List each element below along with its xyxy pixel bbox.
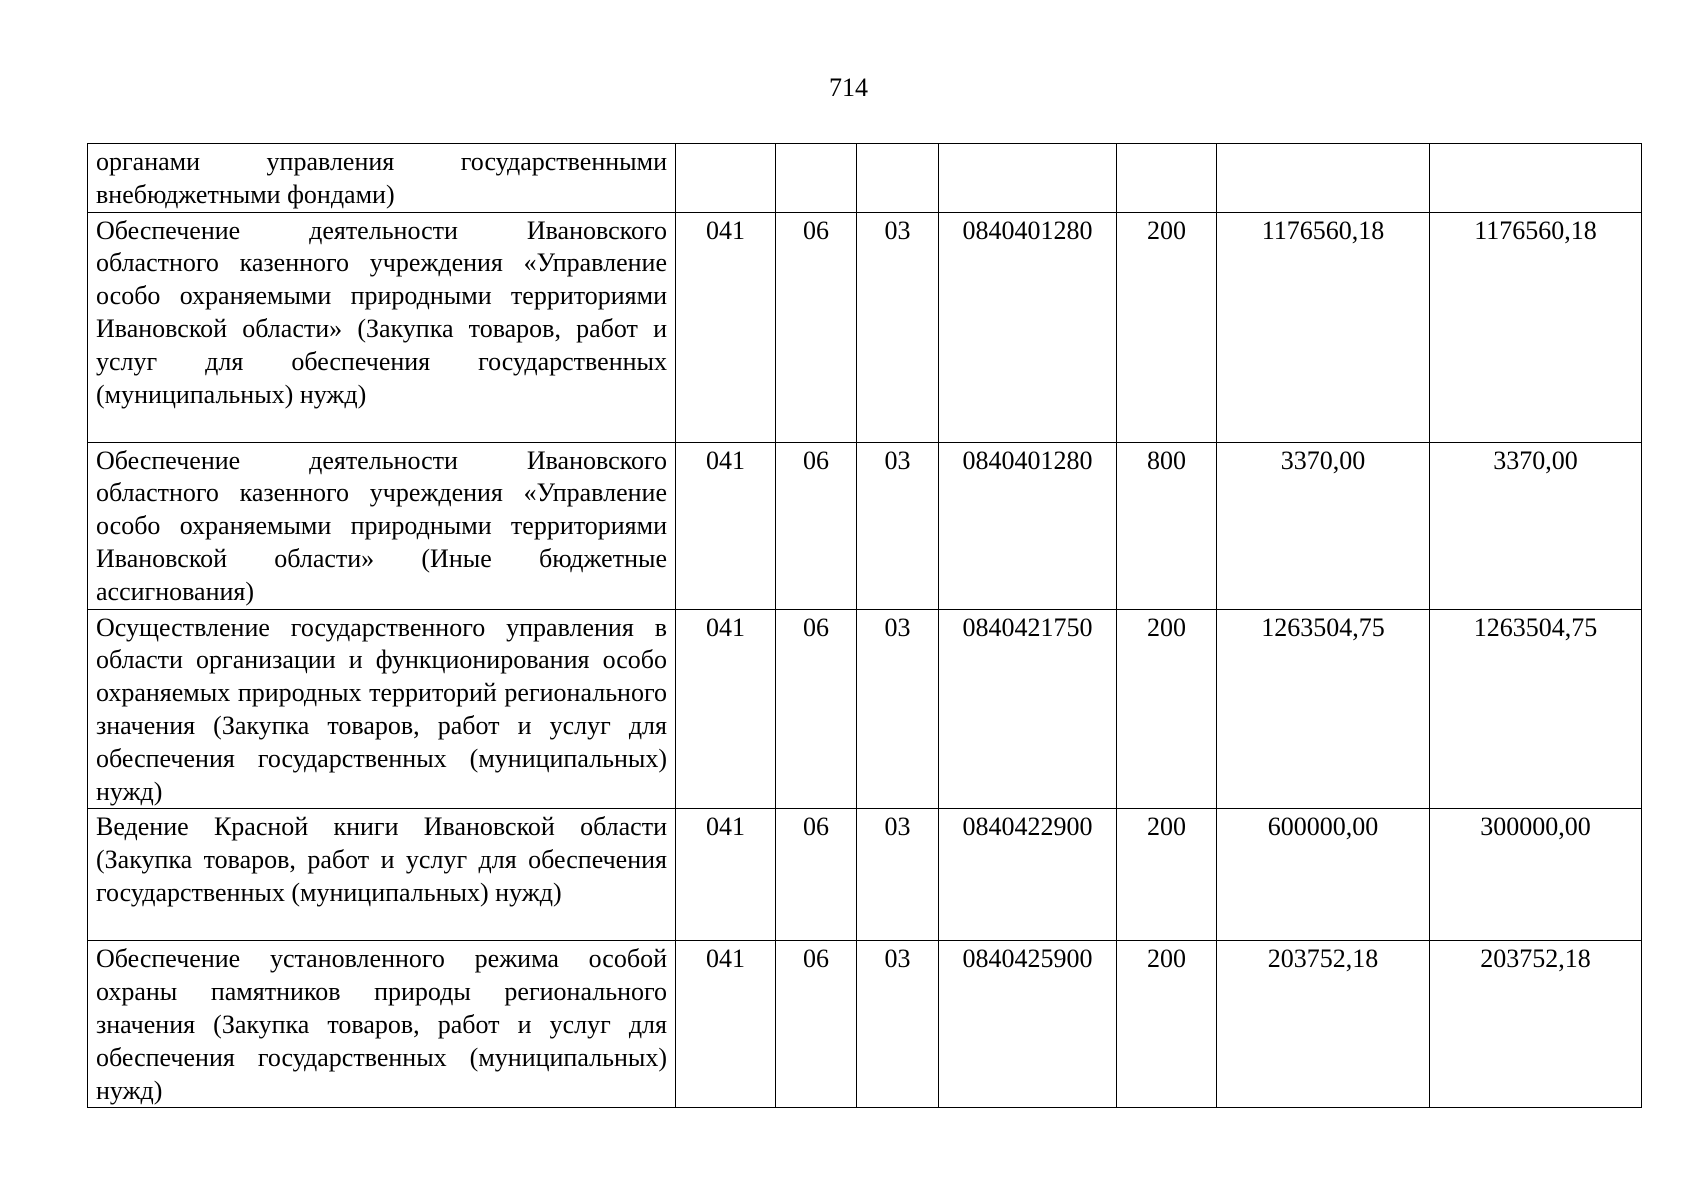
- row-description: органами управления государственными внебюджетными фондами): [88, 144, 676, 213]
- budget-table: [87, 143, 1642, 1108]
- row-amount-1: 203752,18: [1217, 941, 1430, 1108]
- row-subsection: 03: [857, 809, 939, 941]
- row-amount-2: 300000,00: [1430, 809, 1642, 941]
- row-type: 200: [1117, 212, 1217, 442]
- row-type: 800: [1117, 442, 1217, 609]
- row-type: 200: [1117, 809, 1217, 941]
- row-code: 041: [676, 442, 776, 609]
- table-row: [88, 609, 1642, 809]
- row-section: 06: [776, 941, 857, 1108]
- row-code: [676, 144, 776, 213]
- row-target: [939, 144, 1117, 213]
- row-amount-1: 600000,00: [1217, 809, 1430, 941]
- row-section: [776, 144, 857, 213]
- row-amount-2: [1430, 144, 1642, 213]
- table-row: [88, 809, 1642, 941]
- row-amount-2: 1263504,75: [1430, 609, 1642, 809]
- table-row: [88, 442, 1642, 609]
- row-type: 200: [1117, 609, 1217, 809]
- row-section: 06: [776, 809, 857, 941]
- row-amount-1: 3370,00: [1217, 442, 1430, 609]
- row-description: Обеспечение деятельности Ивановского областного казенного учреждения «Управление особо охраняемыми природными территориями Ивановской области» (Иные бюджетные ассигнования): [88, 442, 676, 609]
- row-target: 0840401280: [939, 442, 1117, 609]
- row-amount-2: 203752,18: [1430, 941, 1642, 1108]
- row-subsection: 03: [857, 212, 939, 442]
- table-row: [88, 212, 1642, 442]
- table-row: [88, 941, 1642, 1108]
- row-target: 0840401280: [939, 212, 1117, 442]
- row-description: Ведение Красной книги Ивановской области (Закупка товаров, работ и услуг для обеспечения государственных (муниципальных) нужд): [88, 809, 676, 941]
- table-row: [88, 144, 1642, 213]
- row-amount-1: 1263504,75: [1217, 609, 1430, 809]
- row-description: Обеспечение деятельности Ивановского областного казенного учреждения «Управление особо охраняемыми природными территориями Ивановской области» (Закупка товаров, работ и услуг для обеспечения государственных (муниципальных) нужд): [88, 212, 676, 442]
- row-amount-1: 1176560,18: [1217, 212, 1430, 442]
- row-target: 0840422900: [939, 809, 1117, 941]
- row-description: Осуществление государственного управления в области организации и функционирования особо охраняемых природных территорий регионального значения (Закупка товаров, работ и услуг для обеспечения государственных (муниципальных) нужд): [88, 609, 676, 809]
- row-amount-2: 1176560,18: [1430, 212, 1642, 442]
- row-subsection: [857, 144, 939, 213]
- row-subsection: 03: [857, 442, 939, 609]
- row-type: 200: [1117, 941, 1217, 1108]
- page-number: 714: [829, 73, 868, 102]
- row-target: 0840421750: [939, 609, 1117, 809]
- row-code: 041: [676, 809, 776, 941]
- row-code: 041: [676, 609, 776, 809]
- row-section: 06: [776, 212, 857, 442]
- row-type: [1117, 144, 1217, 213]
- row-amount-2: 3370,00: [1430, 442, 1642, 609]
- row-subsection: 03: [857, 609, 939, 809]
- row-code: 041: [676, 212, 776, 442]
- row-amount-1: [1217, 144, 1430, 213]
- row-code: 041: [676, 941, 776, 1108]
- row-target: 0840425900: [939, 941, 1117, 1108]
- row-description: Обеспечение установленного режима особой охраны памятников природы регионального значения (Закупка товаров, работ и услуг для обеспечения государственных (муниципальных) нужд): [88, 941, 676, 1108]
- row-section: 06: [776, 609, 857, 809]
- row-subsection: 03: [857, 941, 939, 1108]
- row-section: 06: [776, 442, 857, 609]
